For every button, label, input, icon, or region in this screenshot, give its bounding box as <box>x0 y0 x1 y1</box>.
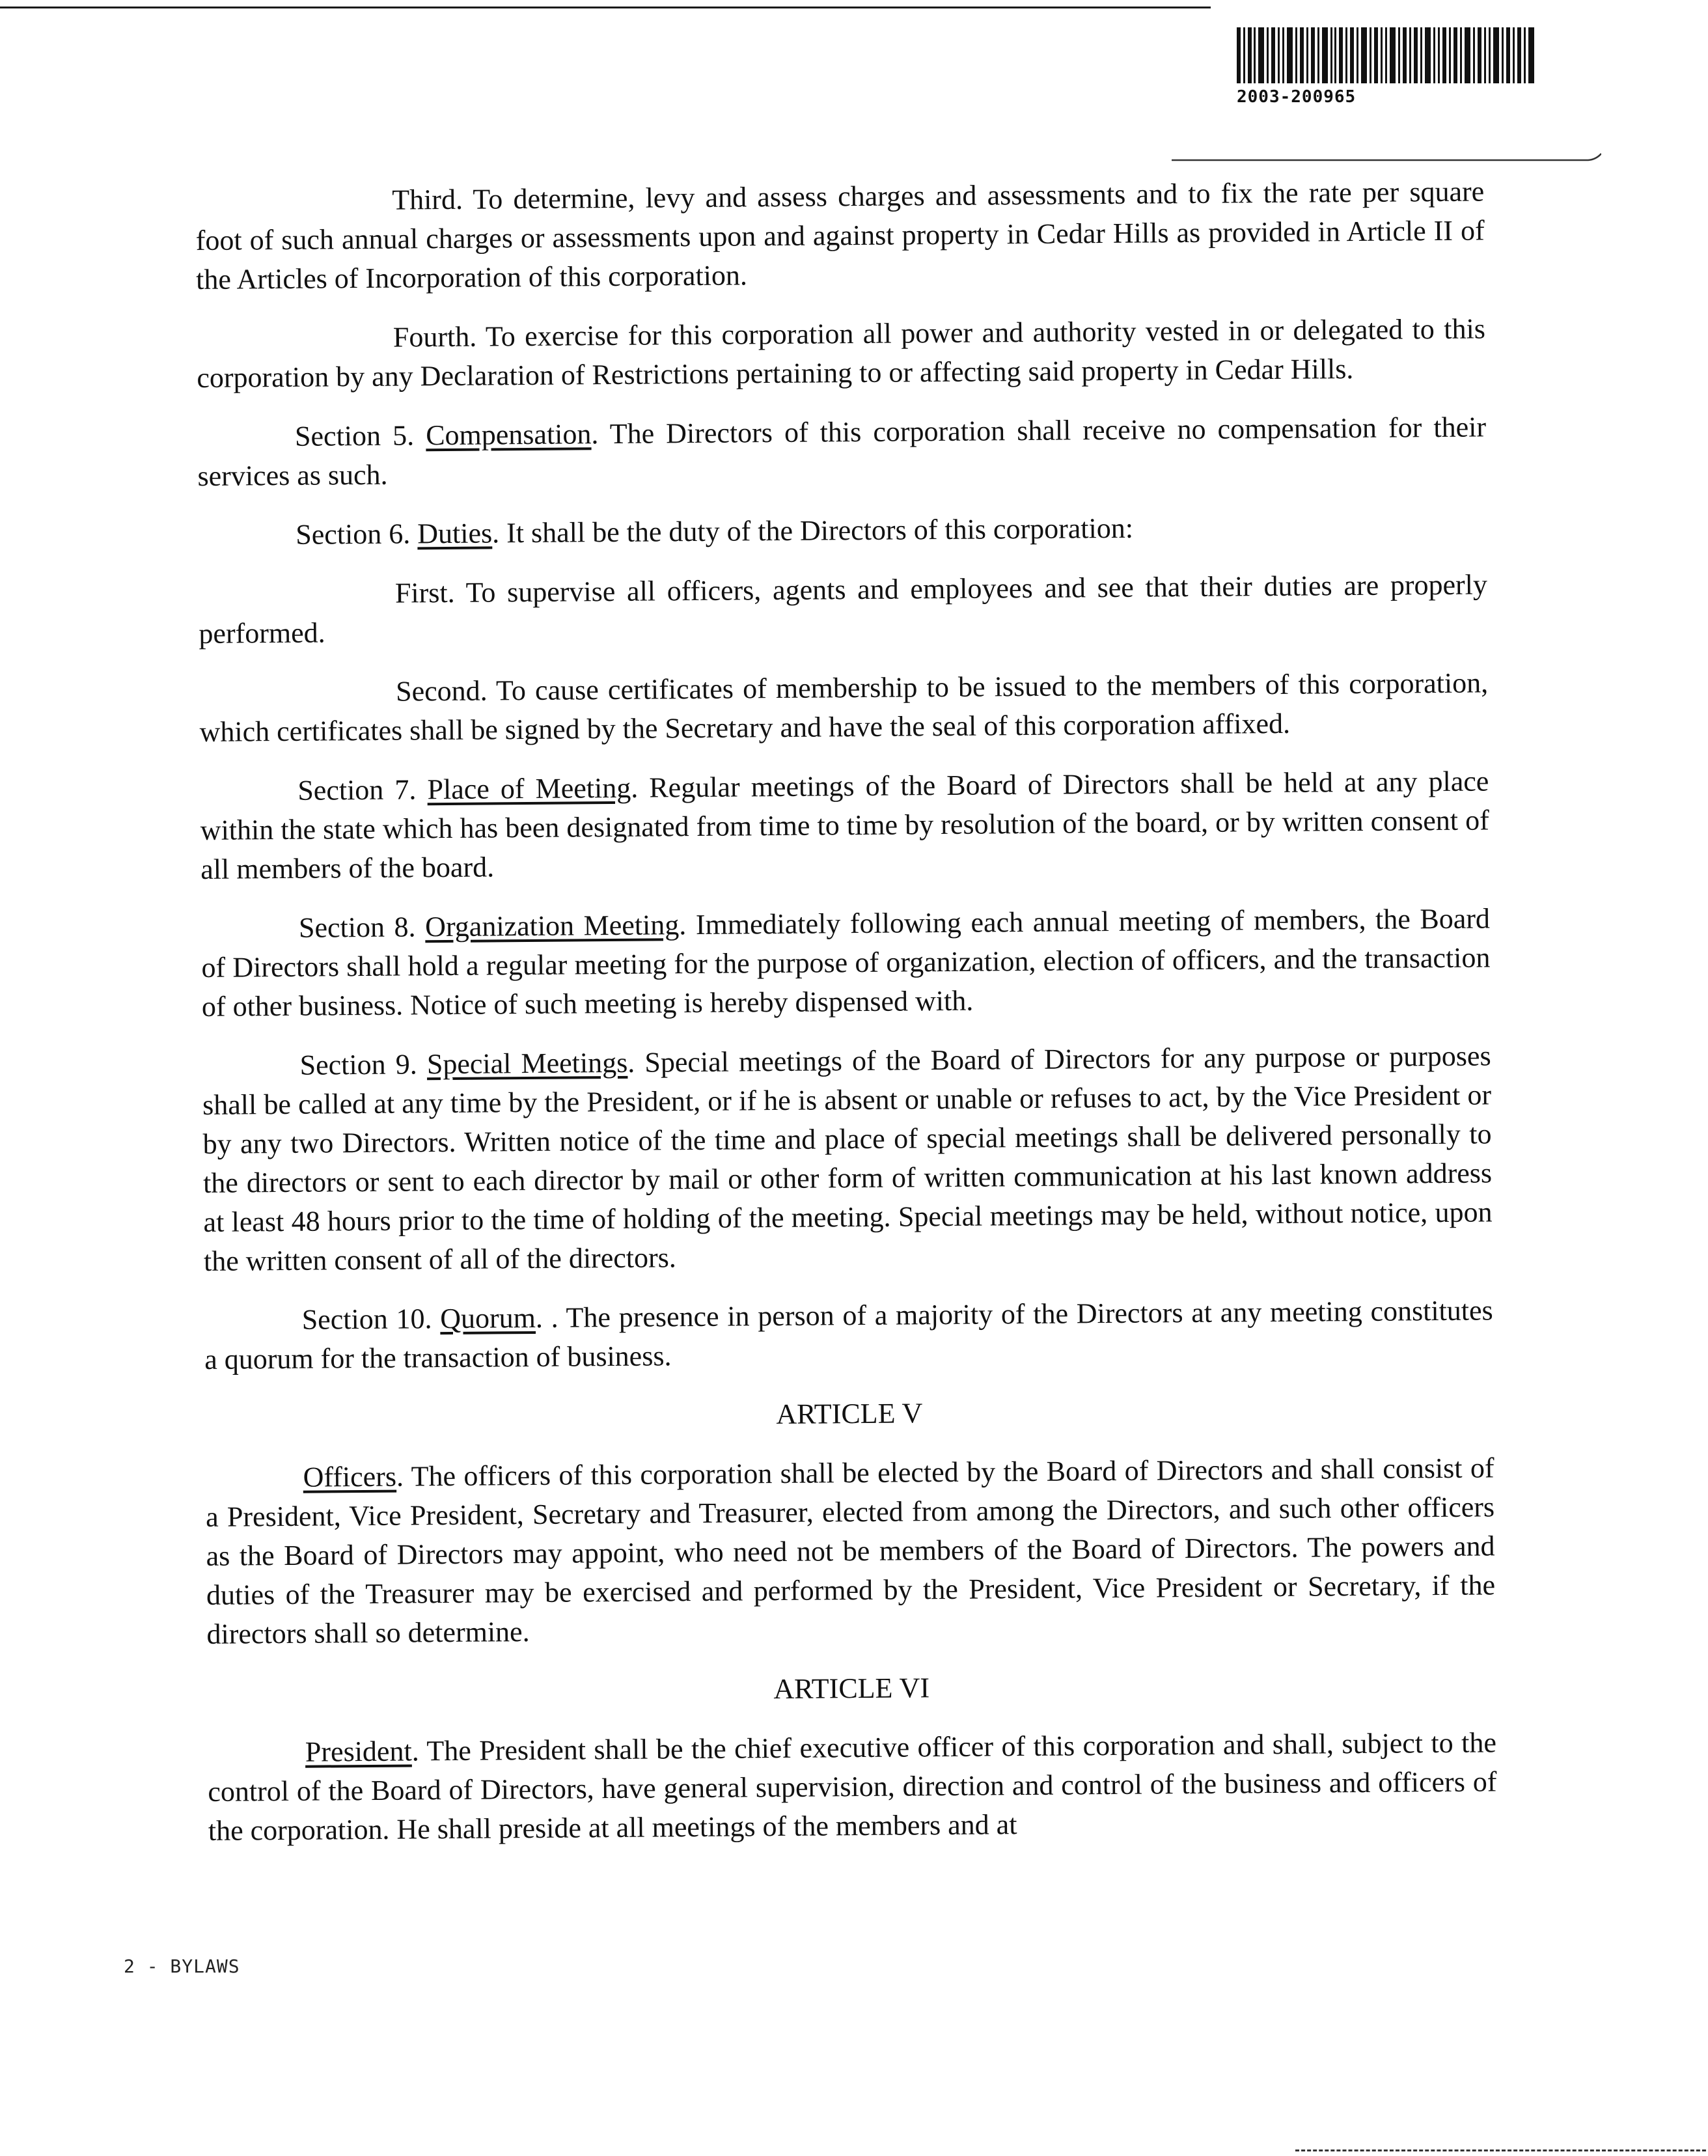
section-10-quorum: Section 10. Quorum. . The presence in person of a majority of the Directors at any meeting constitutes a quorum for the transaction of business. <box>204 1294 1493 1375</box>
section-heading: Special Meetings <box>426 1046 628 1081</box>
paragraph-third: Third. To determine, levy and assess charges and assessments and to fix the rate per square foot of such annual charges or assessments upon and against property in Cedar Hills as provided in Article II of the Articles of Incorporation of this corporation. <box>195 175 1485 296</box>
scan-edge-bottom <box>1295 2149 1708 2151</box>
article-v-heading: ARTICLE V <box>776 1397 923 1431</box>
section-heading: President <box>305 1735 412 1768</box>
section-heading: Organization Meeting <box>424 909 680 943</box>
section-heading: Duties <box>417 517 493 550</box>
barcode-number: 2003-200965 <box>1237 87 1357 107</box>
section-heading: Compensation <box>426 418 592 452</box>
section-6-duties: Section 6. Duties. It shall be the duty of the Directors of this corporation: <box>296 512 1134 551</box>
article-vi-heading: ARTICLE VI <box>773 1672 930 1706</box>
section-heading: Quorum <box>440 1301 536 1335</box>
section-heading: Officers <box>303 1460 397 1493</box>
barcode-block <box>1237 27 1536 105</box>
section-7-place-of-meeting: Section 7. Place of Meeting. Regular meetings of the Board of Directors shall be held at any place within the state which has been designated from time to time by resolution of the board, or by written consent of all members of the board. <box>200 765 1489 885</box>
barcode-image <box>1237 27 1536 83</box>
section-5-compensation: Section 5. Compensation. The Directors of this corporation shall receive no compensation for their services as such. <box>197 411 1487 492</box>
page-footer: 2 - BYLAWS <box>124 1956 240 1977</box>
section-heading: Place of Meeting <box>427 771 631 806</box>
section-8-organization-meeting: Section 8. Organization Meeting. Immediately following each annual meeting of members, the Board of Directors shall hold a regular meeting for the purpose of organization, election of officers, and the transaction of other business. Notice of such meeting is hereby dispensed with. <box>201 902 1491 1023</box>
article-v-officers: Officers. The officers of this corporation shall be elected by the Board of Directors and shall consist of a President, Vice President, Secretary and Treasurer, elected from among the Directors, and such other officers as the Board of Directors may appoint, who need not be members of the Board of Directors. The powers and duties of the Treasurer may be exercised and performed by the President, Vice President or Secretary, if the directors shall so determine. <box>205 1452 1496 1650</box>
article-vi-president: President. The President shall be the chief executive officer of this corporation and shall, subject to the control of the Board of Directors, have general supervision, direction and control of the business and officers of the corporation. He shall preside at all meetings of the members and at <box>208 1726 1497 1847</box>
section-9-special-meetings: Section 9. Special Meetings. Special meetings of the Board of Directors for any purpose or purposes shall be called at any time by the President, or if he is absent or unable or refuses to act, by the Vice President or by any two Directors. Written notice of the time and place of special meetings shall be delivered personally to the directors or sent to each director by mail or other form of written communication at his last known address at least 48 hours prior to the time of holding of the meeting. Special meetings may be held, without notice, upon the written consent of all of the directors. <box>202 1040 1493 1277</box>
body-text <box>195 172 1497 1870</box>
scan-edge-top <box>0 7 1211 8</box>
paragraph-fourth: Fourth. To exercise for this corporation all power and authority vested in or delegated to this corporation by any Declaration of Restrictions pertaining to or affecting said property in Cedar Hills. <box>197 312 1486 394</box>
paragraph-second: Second. To cause certificates of membership to be issued to the members of this corporation, which certificates shall be signed by the Secretary and have the seal of this corporation affixed. <box>199 667 1489 748</box>
filing-rule <box>1172 151 1601 164</box>
paragraph-first: First. To supervise all officers, agents and employees and see that their duties are properly performed. <box>199 568 1488 650</box>
